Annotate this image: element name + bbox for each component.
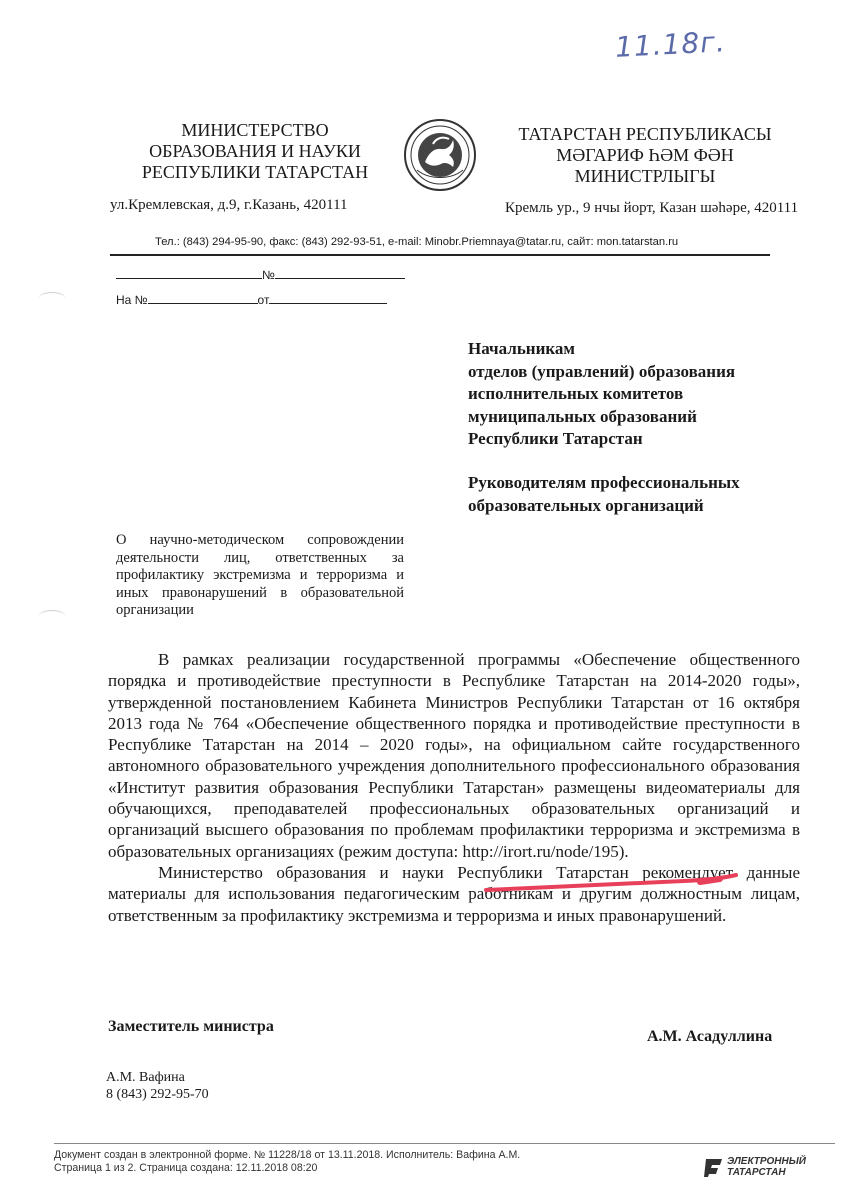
header-divider (110, 254, 770, 256)
handwritten-note: 11.18г. (614, 25, 727, 64)
number-blank (275, 267, 405, 279)
signer-name: А.М. Асадуллина (647, 1028, 773, 1045)
footer-divider (54, 1143, 835, 1144)
date-blank (269, 292, 387, 304)
ministry-name-ru: МИНИСТЕРСТВО ОБРАЗОВАНИЯ И НАУКИ РЕСПУБЛИКИ ТАТАРСТАН (141, 120, 369, 182)
address-tt: Кремль ур., 9 нчы йорт, Казан шәһәре, 420111 (505, 200, 799, 216)
letter-subject: О научно-методическом сопровождении деятельности лиц, ответственных за профилактику экстремизма и терроризма и иных правонарушений в образовательной организации (116, 532, 404, 618)
number-label: № (262, 268, 275, 282)
red-marker-underline (484, 869, 742, 895)
document-footer: Документ создан в электронной форме. № 11228/18 от 13.11.2018. Исполнитель: Вафина А.М. Страница 1 из 2. Страница создана: 12.11.2018 08:20 (54, 1149, 521, 1174)
address-ru: ул.Кремлевская, д.9, г.Казань, 420111 (110, 197, 348, 213)
resource-link[interactable]: http://irort.ru/node/195 (462, 841, 619, 861)
punch-hole-mark (38, 610, 66, 624)
executor-name: А.М. Вафина (106, 1070, 185, 1085)
reply-label: На № (116, 293, 148, 307)
date-label: от (257, 293, 270, 307)
ministry-name-tt: ТАТАРСТАН РЕСПУБЛИКАСЫ МӘГАРИФ ҺӘМ ФӘН МИНИСТРЛЫГЫ (518, 124, 772, 186)
body-paragraph-2: Министерство образования и науки Республики Татарстан рекомендует данные материалы для использования педагогическим работникам и другим должностным лицам, ответственным за профилактику экстремизма и терроризма и иных правонарушений. (108, 862, 800, 925)
reply-reference-field (116, 292, 387, 307)
outgoing-blank (116, 267, 262, 279)
addressee-block-2: Руководителям профессиональных образовательных организаций (468, 473, 740, 515)
body-paragraph-1: В рамках реализации государственной программы «Обеспечение общественного порядка и противодействие преступности в Республике Татарстан на 2014-2020 годы», утвержденной постановлением Кабинета Министров Республики Татарстан от 16 октября 2013 года № 764 «Обеспечение общественного порядка и противодействие преступности в Республике Татарстан на 2014 – 2020 годы», на официальном сайте государственного автономного образовательного учреждения дополнительного профессионального образования «Институт развития образования Республики Татарстан» размещены видеоматериалы для обучающихся, преподавателей профессиональных образовательных организаций и организаций высшего образования по проблемам профилактики терроризма и экстремизма в образовательных организациях (режим доступа: http://irort.ru/node/195). (108, 650, 800, 861)
executor-phone: 8 (843) 292-95-70 (106, 1087, 209, 1102)
signer-title: Заместитель министра (108, 1018, 274, 1035)
punch-hole-mark (38, 292, 66, 306)
addressee-block: Начальникам отделов (управлений) образования исполнительных комитетов муниципальных образований Республики Татарстан (468, 339, 736, 448)
outgoing-number-field (116, 267, 405, 282)
brand-label: ЭЛЕКТРОННЫЙ ТАТАРСТАН (727, 1156, 806, 1178)
electronic-tatarstan-logo-icon (702, 1157, 724, 1179)
contact-line: Тел.: (843) 294-95-90, факс: (843) 292-93-51, e-mail: Minobr.Priemnaya@tatar.ru, сайт: mon.tatarstan.ru (155, 236, 679, 248)
reply-number-blank (148, 292, 258, 304)
tatarstan-emblem-icon (403, 118, 477, 192)
